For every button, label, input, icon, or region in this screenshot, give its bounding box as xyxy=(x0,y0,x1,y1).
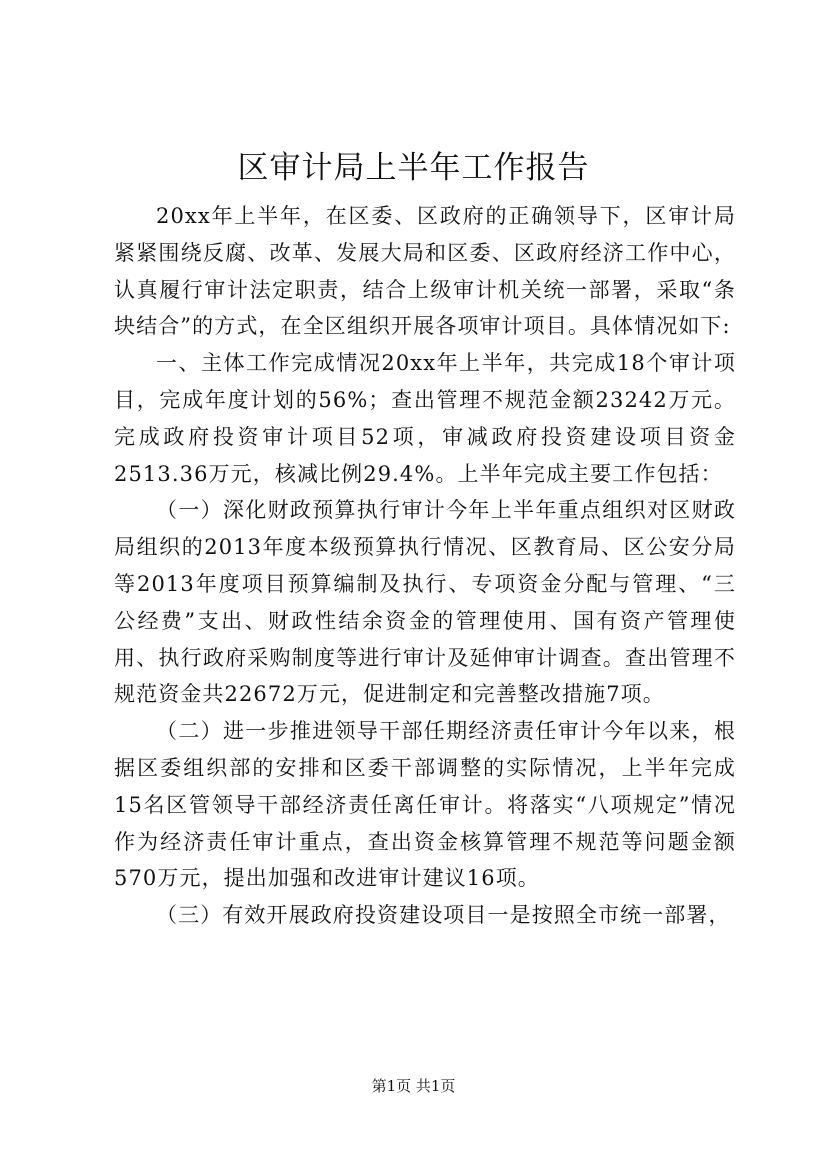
paragraph-budget-audit: （一）深化财政预算执行审计今年上半年重点组织对区财政局组织的2013年度本级预算执行情况、区教育局、区公安分局等2013年度项目预算编制及执行、专项资金分配与管理、“三公经费”支出、财政性结余资金的管理使用、国有资产管理使用、执行政府采购制度等进行审计及延伸审计调查。查出管理不规范资金共22672万元，促进制定和完善整改措施7项。 xyxy=(114,498,736,707)
document-body xyxy=(114,198,736,934)
paragraph-intro: 20xx年上半年，在区委、区政府的正确领导下，区审计局紧紧围绕反腐、改革、发展大局和区委、区政府经济工作中心，认真履行审计法定职责，结合上级审计机关统一部署，采取“条块结合”的方式，在全区组织开展各项审计项目。具体情况如下: xyxy=(114,204,736,339)
paragraph-main-work: 一、主体工作完成情况20xx年上半年，共完成18个审计项目，完成年度计划的56%；查出管理不规范金额23242万元。完成政府投资审计项目52项，审减政府投资建设项目资金2513.36万元，核减比例29.4%。上半年完成主要工作包括： xyxy=(114,351,736,486)
paragraph-responsibility-audit: （二）进一步推进领导干部任期经济责任审计今年以来，根据区委组织部的安排和区委干部调整的实际情况，上半年完成15名区管领导干部经济责任离任审计。将落实“八项规定”情况作为经济责任审计重点，查出资金核算管理不规范等问题金额570万元，提出加强和改进审计建议16项。 xyxy=(114,719,736,891)
document-title: 区审计局上半年工作报告 xyxy=(237,150,590,186)
paragraph-investment-audit: （三）有效开展政府投资建设项目一是按照全市统一部署， xyxy=(156,903,731,928)
page-footer: 第1页 共1页 xyxy=(371,1077,456,1095)
